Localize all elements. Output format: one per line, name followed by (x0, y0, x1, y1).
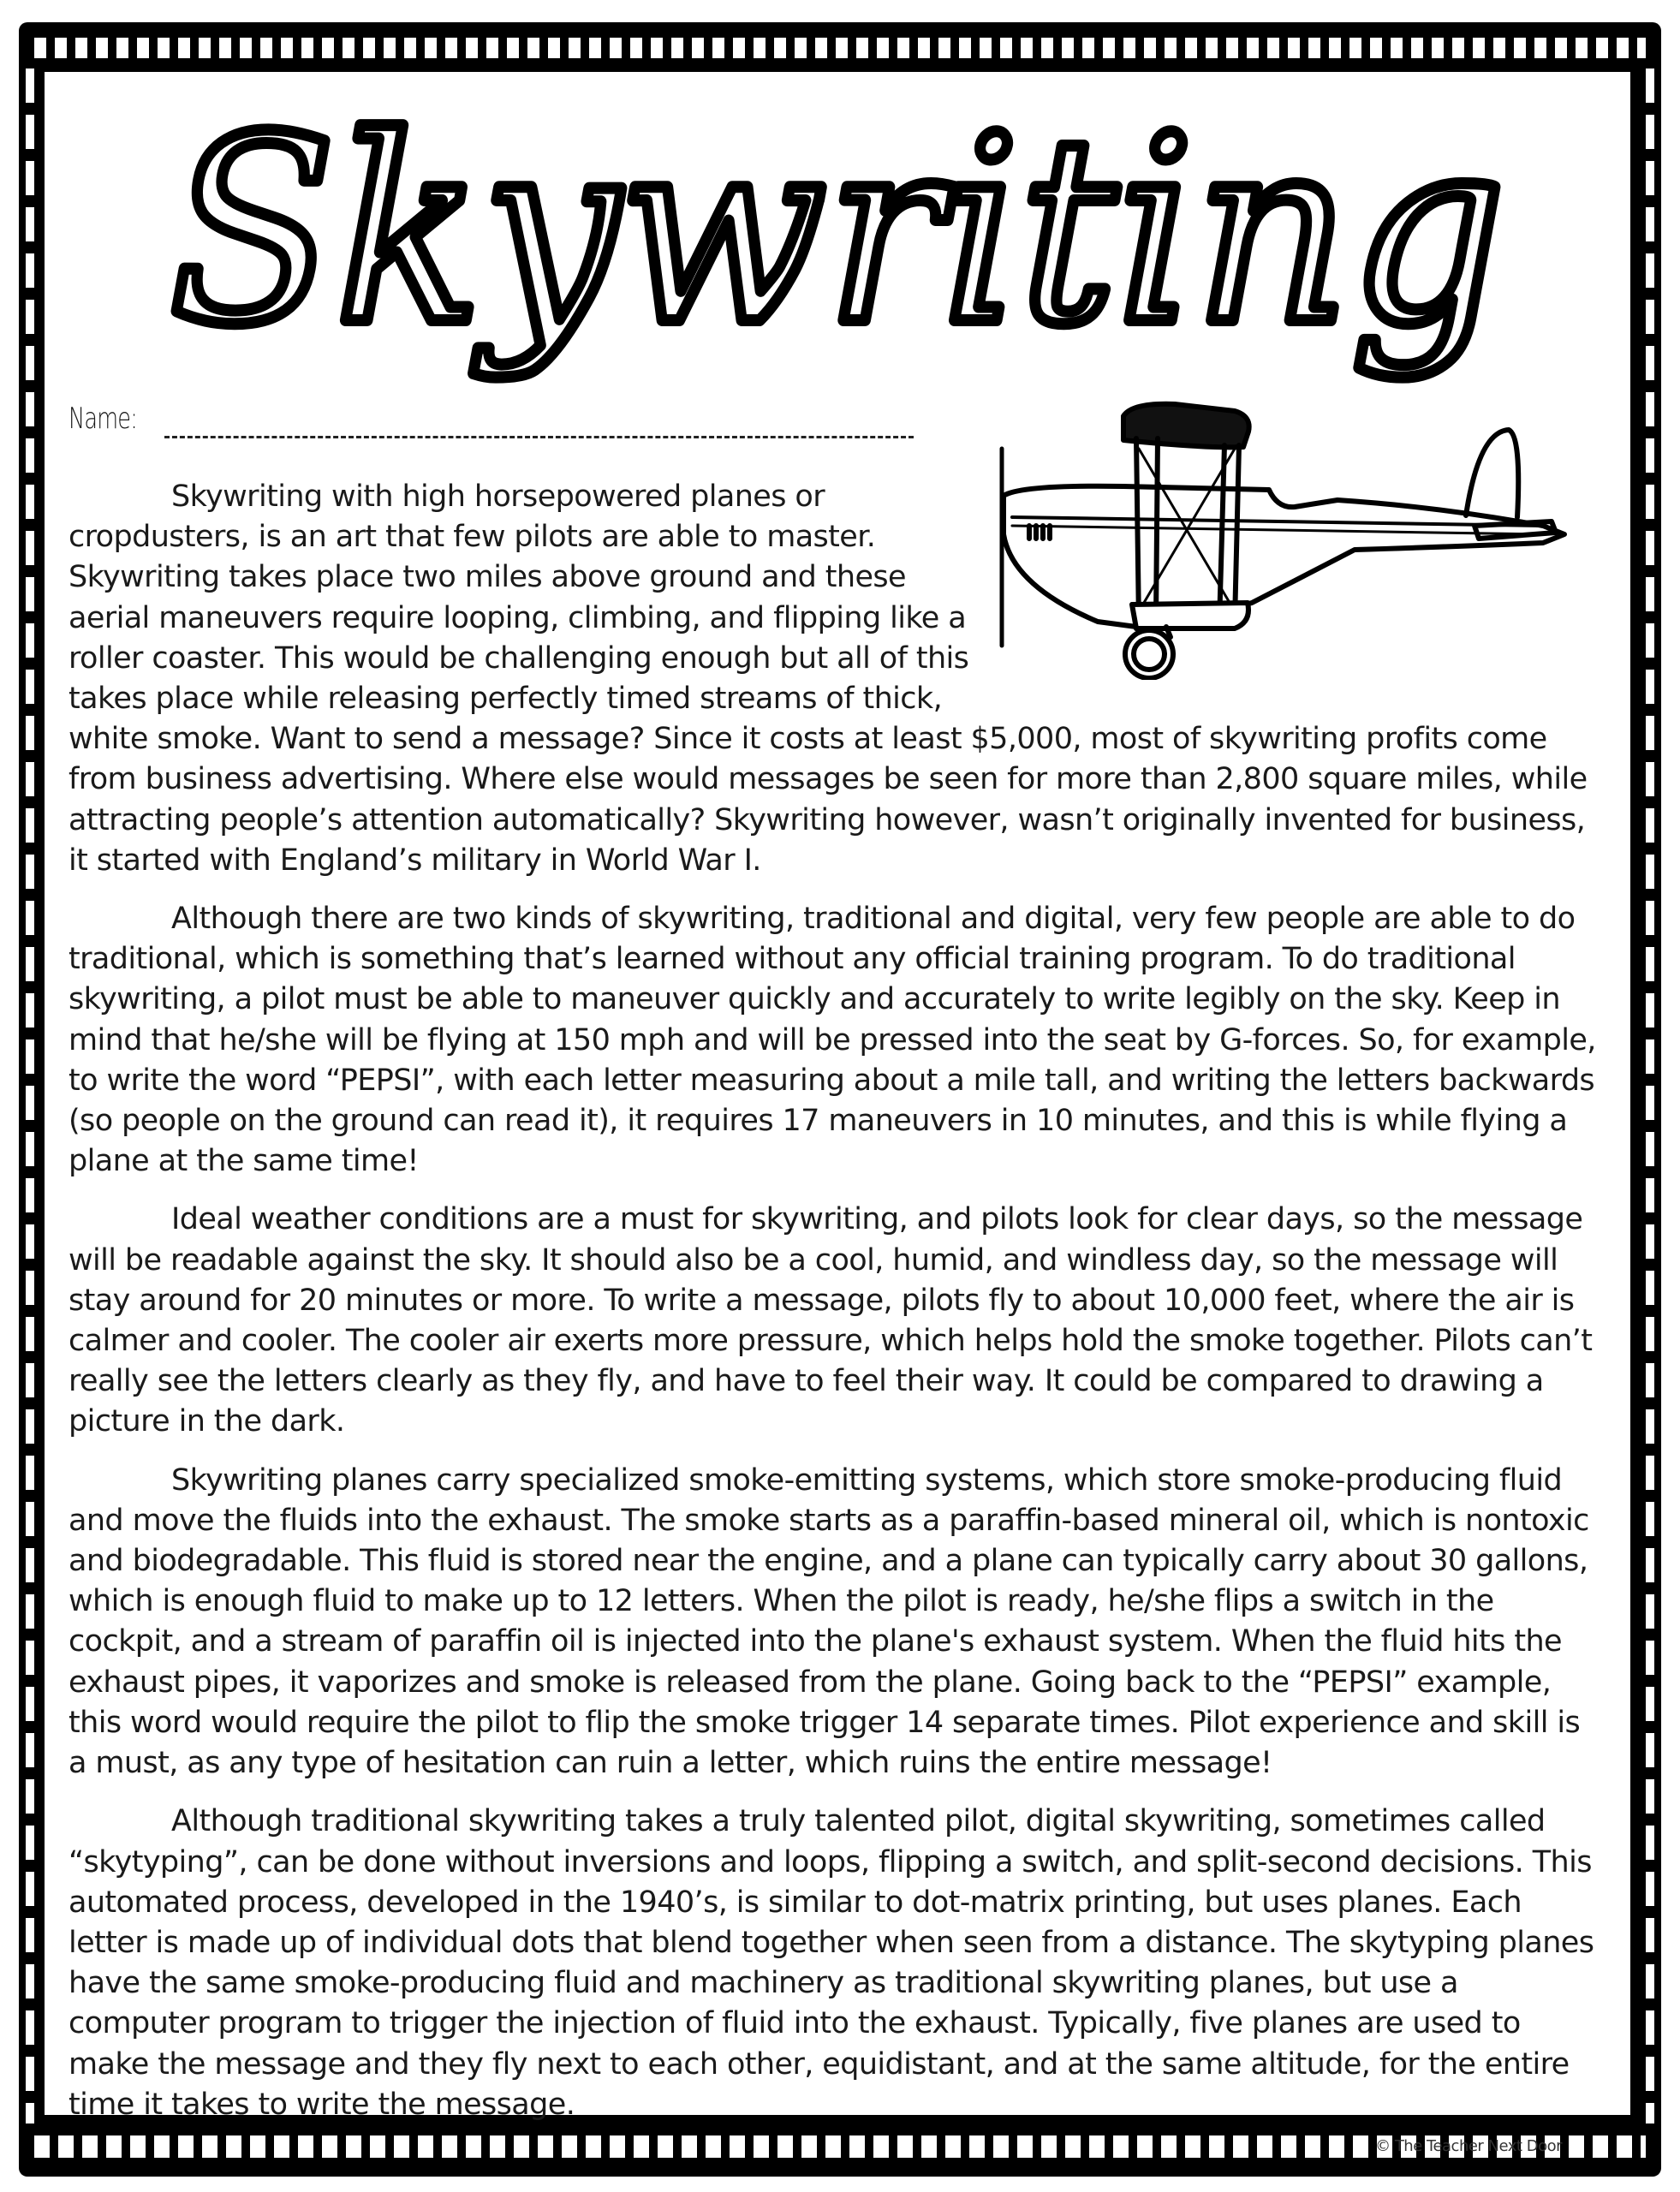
name-field[interactable] (164, 436, 914, 438)
worksheet-page (45, 72, 1630, 2155)
paragraph-2: Although there are two kinds of skywriting, traditional and digital, very few people are able to do traditional, which is something that’s learned without any official training program. To do traditional skywriting, a pilot must be able to maneuver quickly and accurately to write legibly on the sky. Keep in mind that he/she will be flying at 150 mph and will be pressed into the seat by G-forces. So, for example, to write the word “PEPSI”, with each letter measuring about a mile tall, and writing the letters backwards (so people on the ground can read it), it requires 17 maneuvers in 10 minutes, and this is while flying a plane at the same time! (69, 902, 1596, 1179)
name-label: Name: (69, 402, 138, 436)
paragraph-5: Although traditional skywriting takes a truly talented pilot, digital skywriting, sometimes called “skytyping”, can be done without inversions and loops, flipping a switch, and split-second decisions. This automated process, developed in the 1940’s, is similar to dot-matrix printing, but uses planes. Each letter is made up of individual dots that blend together when seen from a distance. The skytyping planes have the same smoke-producing fluid and machinery as traditional skywriting planes, but use a computer program to trigger the injection of fluid into the exhaust. Typically, five planes are used to make the message and they fly next to each other, equidistant, and at the same altitude, for the entire time it takes to write the message. (69, 1804, 1594, 2122)
border-stripe-left (26, 68, 34, 2124)
border-stripe-right (1646, 68, 1654, 2124)
copyright-notice: © The Teacher Next Door (1375, 2137, 1562, 2155)
name-row (69, 402, 160, 436)
paragraph-1: Skywriting with high horsepowered planes or cropdusters, is an art that few pilots are able to master. Skywriting takes place two miles above ground and these aerial maneuvers require looping, climbing, and flipping like a roller coaster. This would be challenging enough but all of this takes place while releasing perfectly timed streams of thick, white smoke. Want to send a message? Since it costs at least $5,000, most of skywriting profits come from business advertising. Where else would messages be seen for more than 2,800 square miles, while attracting people’s attention automatically? Skywriting however, wasn’t originally invented for business, it started with England’s military in World War I. (69, 480, 1588, 878)
paragraph-3: Ideal weather conditions are a must for skywriting, and pilots look for clear days, so the message will be readable against the sky. It should also be a cool, humid, and windless day, so the message will stay around for 20 minutes or more. To write a message, pilots fly to about 10,000 feet, where the air is calmer and cooler. The cooler air exerts more pressure, which helps hold the smoke together. Pilots can’t really see the letters clearly as they fly, and have to feel their way. It could be compared to drawing a picture in the dark. (69, 1202, 1593, 1439)
title-script-graphic (45, 72, 1630, 414)
article-body (69, 477, 1606, 2143)
paragraph-4: Skywriting planes carry specialized smoke-emitting systems, which store smoke-producing fluid and move the fluids into the exhaust. The smoke starts as a paraffin-based mineral oil, which is nontoxic and biodegradable. This fluid is stored near the engine, and a plane can typically carry about 30 gallons, which is enough fluid to make up to 12 letters. When the pilot is ready, he/she flips a switch in the cockpit, and a stream of paraffin oil is injected into the plane's exhaust system. When the fluid hits the exhaust pipes, it vaporizes and smoke is released from the plane. Going back to the “PEPSI” example, this word would require the pilot to flip the smoke trigger 14 separate times. Pilot experience and skill is a must, as any type of hesitation can ruin a letter, which ruins the entire message! (69, 1462, 1589, 1781)
illustration-spacer (976, 477, 1606, 718)
border-stripe-top (34, 38, 1646, 58)
title-text: Skywriting (170, 82, 1505, 381)
page-title (45, 72, 1630, 414)
